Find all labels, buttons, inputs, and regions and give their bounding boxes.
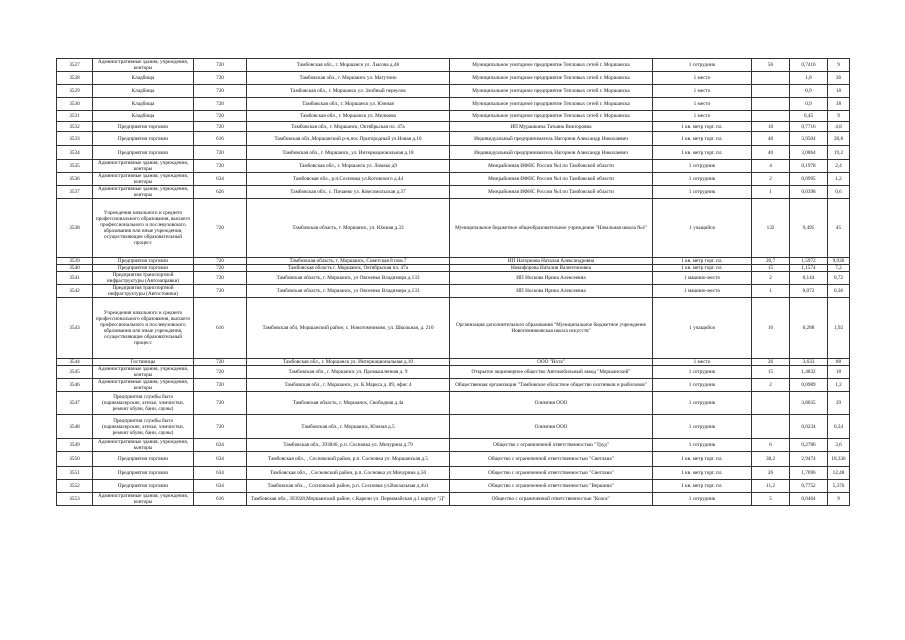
unit-cell: 1 сотрудник: [653, 439, 752, 452]
unit-cell: 1 кв. метр торг. пл.: [653, 480, 752, 493]
code-cell: 720: [194, 98, 247, 111]
object-type-cell: Предприятия службы быта (парикмахерские, ателье, химчистки, ремонт обуви, бани, сауны): [93, 415, 194, 439]
table-row: [57, 379, 850, 392]
object-type-cell: Предприятия торговли: [93, 122, 194, 132]
quantity-cell: 4: [752, 160, 790, 173]
volume-cell: 3,6: [828, 439, 850, 452]
table-row: [57, 439, 850, 452]
code-cell: 720: [194, 285, 247, 298]
volume-cell: 0,72: [828, 272, 850, 285]
quantity-cell: 26: [752, 359, 790, 366]
quantity-cell: 56: [752, 59, 790, 72]
row-number-cell: 3536: [57, 173, 93, 186]
code-cell: 720: [194, 199, 247, 258]
unit-cell: 1 сотрудник: [653, 379, 752, 392]
row-number-cell: 3532: [57, 122, 93, 132]
code-cell: 634: [194, 467, 247, 480]
code-cell: 720: [194, 258, 247, 265]
table-row: [57, 265, 850, 272]
unit-cell: 1 место: [653, 72, 752, 85]
quantity-cell: [752, 415, 790, 439]
volume-cell: 4,8: [828, 122, 850, 132]
unit-cell: 1 сотрудник: [653, 173, 752, 186]
unit-cell: 1 кв. метр торг. пл.: [653, 122, 752, 132]
unit-cell: 1 место: [653, 85, 752, 98]
table-row: [57, 59, 850, 72]
object-type-cell: Кладбища: [93, 111, 194, 122]
organization-cell: ИП Носкова Ирина Алексеевна: [450, 272, 653, 285]
code-cell: 634: [194, 452, 247, 467]
waste-registry-table: [56, 58, 850, 506]
organization-cell: Муниципальное унитарное предприятие Тепловых сетей г. Моршанска: [450, 98, 653, 111]
mass-cell: 1,1574: [790, 265, 828, 272]
row-number-cell: 3550: [57, 452, 93, 467]
address-cell: Тамбовская область, г. Моршанск, ул Овсеенко Владимира д.133: [247, 272, 450, 285]
object-type-cell: Кладбища: [93, 98, 194, 111]
unit-cell: 1 машино-место: [653, 272, 752, 285]
object-type-cell: Предприятия транспортной инфраструктуры (Автозаправки): [93, 272, 194, 285]
address-cell: Тамбовская обл., г. Моршанск, ул. Интернациональная д.18: [247, 146, 450, 160]
address-cell: Тамбовская область, г. Моршанск, ул. Южная д.33: [247, 199, 450, 258]
table-row: [57, 285, 850, 298]
address-cell: Тамбовская обл., 393928,Моршанский район, с.Карели ул. Первомайская д.1 корпус "Д": [247, 493, 450, 506]
mass-cell: 0,9: [790, 98, 828, 111]
unit-cell: 1 сотрудник: [653, 186, 752, 199]
code-cell: 720: [194, 415, 247, 439]
volume-cell: 39: [828, 392, 850, 415]
code-cell: 720: [194, 366, 247, 379]
row-number-cell: 3531: [57, 111, 93, 122]
code-cell: 616: [194, 298, 247, 359]
address-cell: Тамбовская обл., г. Моршанск ул. Милюева: [247, 111, 450, 122]
organization-cell: Общество с ограниченной ответственностью "Светлана": [450, 467, 653, 480]
table-row: [57, 480, 850, 493]
unit-cell: 1 место: [653, 359, 752, 366]
address-cell: Тамбовская обл., г. Моршанск, ул. К.Маркса д. 89, офис 4: [247, 379, 450, 392]
unit-cell: 1 кв. метр торг. пл.: [653, 452, 752, 467]
mass-cell: 0,072: [790, 285, 828, 298]
table-row: [57, 493, 850, 506]
table-row: [57, 199, 850, 258]
code-cell: 720: [194, 72, 247, 85]
volume-cell: 9,936: [828, 258, 850, 265]
quantity-cell: 2: [752, 272, 790, 285]
quantity-cell: 15: [752, 265, 790, 272]
address-cell: Тамбовская область г. Моршанск, Октябрьская пл. 47а: [247, 265, 450, 272]
row-number-cell: 3552: [57, 480, 93, 493]
organization-cell: Межрайонная ИФНС России №4 по Тамбовской области: [450, 173, 653, 186]
row-number-cell: 3542: [57, 285, 93, 298]
registry-sheet: [56, 58, 849, 506]
table-row: [57, 173, 850, 186]
object-type-cell: Предприятия торговли: [93, 132, 194, 146]
row-number-cell: 3548: [57, 415, 93, 439]
volume-cell: 18: [828, 366, 850, 379]
table-row: [57, 160, 850, 173]
row-number-cell: 3540: [57, 265, 93, 272]
address-cell: Тамбовская область, г. Моршанск, Свободная д.4а: [247, 392, 450, 415]
unit-cell: 1 учащийся: [653, 298, 752, 359]
row-number-cell: 3535: [57, 160, 93, 173]
quantity-cell: 15: [752, 366, 790, 379]
quantity-cell: 20,7: [752, 258, 790, 265]
unit-cell: 1 кв. метр торг. пл.: [653, 132, 752, 146]
unit-cell: 1 кв. метр торг. пл.: [653, 258, 752, 265]
address-cell: Тамбовская область, г. Моршанск, ул Овсеенко Владимира д.133: [247, 285, 450, 298]
quantity-cell: 10: [752, 122, 790, 132]
address-cell: Тамбовская обл., г. Моршанск ул. Промышленная д. 9: [247, 366, 450, 379]
organization-cell: Муниципальное унитарное предприятие Тепловых сетей г. Моршанска: [450, 72, 653, 85]
unit-cell: 1 кв. метр торг. пл.: [653, 265, 752, 272]
volume-cell: 36: [828, 72, 850, 85]
volume-cell: 9: [828, 111, 850, 122]
mass-cell: 0,1978: [790, 160, 828, 173]
organization-cell: ИП Мурашкина Татьяна Викторовна: [450, 122, 653, 132]
volume-cell: 28,8: [828, 132, 850, 146]
mass-cell: 0,0989: [790, 379, 828, 392]
volume-cell: 9: [828, 493, 850, 506]
quantity-cell: 5: [752, 493, 790, 506]
volume-cell: 7,2: [828, 265, 850, 272]
mass-cell: 0,45: [790, 111, 828, 122]
row-number-cell: 3527: [57, 59, 93, 72]
address-cell: Тамбовская обл., с. Пичаево ул. Комсомольская д.37: [247, 186, 450, 199]
unit-cell: 1 сотрудник: [653, 366, 752, 379]
table-row: [57, 467, 850, 480]
mass-cell: 0,0464: [790, 493, 828, 506]
organization-cell: ИП Нагорнова Наталья Александровна: [450, 258, 653, 265]
code-cell: 634: [194, 439, 247, 452]
organization-cell: Муниципальное унитарное предприятие Тепловых сетей г. Моршанска: [450, 59, 653, 72]
address-cell: Тамбовская обл., , Сосновский район, р.п. Сосновка ул. Моршанская д.5: [247, 452, 450, 467]
organization-cell: Общество с ограниченной ответственностью "Вершина": [450, 480, 653, 493]
object-type-cell: Административные здания, учреждения, конторы: [93, 379, 194, 392]
organization-cell: Общественная организация "Тамбовское областное общество охотников и рыболовов": [450, 379, 653, 392]
object-type-cell: Административные здания, учреждения, конторы: [93, 173, 194, 186]
address-cell: Тамбовская обл., г. Моршанск ул. Матутино: [247, 72, 450, 85]
mass-cell: 3,0864: [790, 146, 828, 160]
code-cell: 720: [194, 392, 247, 415]
row-number-cell: 3543: [57, 298, 93, 359]
unit-cell: 1 учащийся: [653, 199, 752, 258]
table-row: [57, 186, 850, 199]
row-number-cell: 3534: [57, 146, 93, 160]
mass-cell: 9,495: [790, 199, 828, 258]
quantity-cell: [752, 72, 790, 85]
code-cell: 720: [194, 379, 247, 392]
object-type-cell: Предприятия торговли: [93, 452, 194, 467]
row-number-cell: 3538: [57, 199, 93, 258]
quantity-cell: 38,2: [752, 452, 790, 467]
organization-cell: Общество с ограниченной ответственностью "Колос": [450, 493, 653, 506]
volume-cell: 0,6: [828, 186, 850, 199]
row-number-cell: 3553: [57, 493, 93, 506]
unit-cell: 1 кв. метр торг. пл.: [653, 146, 752, 160]
unit-cell: 1 место: [653, 111, 752, 122]
mass-cell: 1,8: [790, 72, 828, 85]
object-type-cell: Административные здания, учреждения, конторы: [93, 366, 194, 379]
organization-cell: Общество с ограниченной ответственностью "Труд": [450, 439, 653, 452]
volume-cell: 2,4: [828, 160, 850, 173]
unit-cell: 1 сотрудник: [653, 415, 752, 439]
table-row: [57, 415, 850, 439]
row-number-cell: 3547: [57, 392, 93, 415]
mass-cell: 0,7752: [790, 480, 828, 493]
object-type-cell: Административные здания, учреждения, конторы: [93, 493, 194, 506]
organization-cell: ИП Носкова Ирина Алексеевна: [450, 285, 653, 298]
unit-cell: 1 сотрудник: [653, 59, 752, 72]
code-cell: 720: [194, 359, 247, 366]
organization-cell: Межрайонная ИФНС России №4 по Тамбовской области: [450, 186, 653, 199]
object-type-cell: Учреждения начального и среднего профессионального образования, высшего профессионального и послевузовского образования или иные учреждения, осуществляющие образовательный процесс: [93, 199, 194, 258]
unit-cell: 1 сотрудник: [653, 392, 752, 415]
volume-cell: 12,48: [828, 467, 850, 480]
table-row: [57, 111, 850, 122]
code-cell: 720: [194, 146, 247, 160]
code-cell: 634: [194, 480, 247, 493]
mass-cell: 0,0995: [790, 173, 828, 186]
address-cell: Тамбовская обл., г. Моршанск, Южная д.5: [247, 415, 450, 439]
table-row: [57, 359, 850, 366]
object-type-cell: Предприятия торговли: [93, 480, 194, 493]
mass-cell: 1,7696: [790, 467, 828, 480]
object-type-cell: Учреждения начального и среднего профессионального образования, высшего профессионального и послевузовского образования или иные учреждения, осуществляющие образовательный процесс: [93, 298, 194, 359]
code-cell: 616: [194, 132, 247, 146]
address-cell: Тамбовская обл., , Сосновский район, р.п. Сосновка ул.Мичурина д.50: [247, 467, 450, 480]
volume-cell: 18,336: [828, 452, 850, 467]
organization-cell: Межрайонная ИФНС России №4 по Тамбовской области: [450, 160, 653, 173]
table-row: [57, 72, 850, 85]
row-number-cell: 3544: [57, 359, 93, 366]
row-number-cell: 3541: [57, 272, 93, 285]
object-type-cell: Предприятия службы быта (парикмахерские, ателье, химчистки, ремонт обуви, бани, сауны): [93, 392, 194, 415]
volume-cell: 19,2: [828, 146, 850, 160]
volume-cell: 1,2: [828, 379, 850, 392]
mass-cell: 3,633: [790, 359, 828, 366]
organization-cell: Олимпия ООО: [450, 392, 653, 415]
object-type-cell: Административные здания, учреждения, конторы: [93, 186, 194, 199]
code-cell: 720: [194, 265, 247, 272]
address-cell: Тамбовская обл., , Сосновский район, р.п. Сосновка ул.Вокзальная д.4ч1: [247, 480, 450, 493]
address-cell: Тамбовская обл., г. Моршанск ул. Южная: [247, 98, 450, 111]
organization-cell: Открытое акционерное общество Автомобильный завод "Моршанский": [450, 366, 653, 379]
mass-cell: 3,8035: [790, 392, 828, 415]
code-cell: 720: [194, 122, 247, 132]
code-cell: 720: [194, 160, 247, 173]
table-row: [57, 146, 850, 160]
mass-cell: 0,7416: [790, 59, 828, 72]
row-number-cell: 3537: [57, 186, 93, 199]
row-number-cell: 3545: [57, 366, 93, 379]
volume-cell: 45: [828, 199, 850, 258]
volume-cell: 0,24: [828, 415, 850, 439]
quantity-cell: 16: [752, 298, 790, 359]
organization-cell: ООО "Нота": [450, 359, 653, 366]
unit-cell: 1 место: [653, 98, 752, 111]
organization-cell: Организация дополнительного образования "Муниципальное бюджетное учреждение Новотомниковская школа искусств": [450, 298, 653, 359]
code-cell: 720: [194, 111, 247, 122]
mass-cell: 0,7716: [790, 122, 828, 132]
address-cell: Тамбовская обл., г. Моршанск ул. Интернациональная д.10: [247, 359, 450, 366]
object-type-cell: Гостиницы: [93, 359, 194, 366]
unit-cell: 1 сотрудник: [653, 160, 752, 173]
address-cell: Тамбовская обл., р.п.Сосновка ул.Котовского д.44: [247, 173, 450, 186]
address-cell: Тамбовская обл, Моршанский район, с. Новотомниково, ул. Школьная, д. 210: [247, 298, 450, 359]
volume-cell: 88: [828, 359, 850, 366]
mass-cell: 1,5972: [790, 258, 828, 265]
mass-cell: 3,9504: [790, 132, 828, 146]
object-type-cell: Предприятия торговли: [93, 146, 194, 160]
organization-cell: Индивидуальный предприниматель Нагорнов Александр Николаевич: [450, 132, 653, 146]
code-cell: 720: [194, 272, 247, 285]
mass-cell: 0,144: [790, 272, 828, 285]
organization-cell: Муниципальное унитарное предприятие Тепловых сетей г. Моршанска: [450, 85, 653, 98]
volume-cell: 1,92: [828, 298, 850, 359]
row-number-cell: 3533: [57, 132, 93, 146]
volume-cell: 18: [828, 85, 850, 98]
row-number-cell: 3549: [57, 439, 93, 452]
address-cell: Тамбовская обл., 393840, р.п. Сосновка ул. Мичурина д.79: [247, 439, 450, 452]
volume-cell: 1,2: [828, 173, 850, 186]
unit-cell: 1 кв. метр торг. пл.: [653, 467, 752, 480]
quantity-cell: 6: [752, 439, 790, 452]
organization-cell: Муниципальное унитарное предприятие Тепловых сетей г. Моршанска: [450, 111, 653, 122]
organization-cell: Общество с ограниченной ответственностью "Светлана": [450, 452, 653, 467]
row-number-cell: 3528: [57, 72, 93, 85]
quantity-cell: 40: [752, 132, 790, 146]
object-type-cell: Предприятия торговли: [93, 258, 194, 265]
quantity-cell: 1: [752, 186, 790, 199]
object-type-cell: Административные здания, учреждения, конторы: [93, 160, 194, 173]
object-type-cell: Предприятия транспортной инфраструктуры (Автостоянки): [93, 285, 194, 298]
address-cell: Тамбовская обл.,Моршанский р-н,пос.Пригородный ул.Новая д.10: [247, 132, 450, 146]
quantity-cell: [752, 392, 790, 415]
mass-cell: 0,0234: [790, 415, 828, 439]
quantity-cell: 2: [752, 173, 790, 186]
organization-cell: Олимпия ООО: [450, 415, 653, 439]
organization-cell: Индивидуальный предприниматель Нагорнов Александр Николаевич: [450, 146, 653, 160]
object-type-cell: Кладбища: [93, 85, 194, 98]
quantity-cell: [752, 98, 790, 111]
mass-cell: 0,0398: [790, 186, 828, 199]
mass-cell: 0,2786: [790, 439, 828, 452]
object-type-cell: Административные здания, учреждения, конторы: [93, 439, 194, 452]
volume-cell: 5,376: [828, 480, 850, 493]
code-cell: 720: [194, 59, 247, 72]
code-cell: 720: [194, 85, 247, 98]
row-number-cell: 3529: [57, 85, 93, 98]
organization-cell: Никифорова Наталия Валентиновна: [450, 265, 653, 272]
quantity-cell: 26: [752, 467, 790, 480]
table-row: [57, 258, 850, 265]
mass-cell: 0,9: [790, 85, 828, 98]
quantity-cell: 40: [752, 146, 790, 160]
row-number-cell: 3539: [57, 258, 93, 265]
row-number-cell: 3530: [57, 98, 93, 111]
table-row: [57, 392, 850, 415]
volume-cell: 9: [828, 59, 850, 72]
quantity-cell: [752, 85, 790, 98]
row-number-cell: 3546: [57, 379, 93, 392]
mass-cell: 2,9474: [790, 452, 828, 467]
quantity-cell: 132: [752, 199, 790, 258]
code-cell: 616: [194, 493, 247, 506]
address-cell: Тамбовская обл., г. Моршанск ул. Лысова д.48: [247, 59, 450, 72]
table-row: [57, 122, 850, 132]
row-number-cell: 3551: [57, 467, 93, 480]
code-cell: 634: [194, 173, 247, 186]
object-type-cell: Административные здания, учреждения, конторы: [93, 59, 194, 72]
code-cell: 626: [194, 186, 247, 199]
object-type-cell: Кладбища: [93, 72, 194, 85]
object-type-cell: Предприятия торговли: [93, 467, 194, 480]
volume-cell: 0,36: [828, 285, 850, 298]
table-row: [57, 298, 850, 359]
address-cell: Тамбовская обл., г. Моршанск, Октябрьская пл. 47а: [247, 122, 450, 132]
address-cell: Тамбовская обл., г. Моршанск ул. Злобный переулок: [247, 85, 450, 98]
table-row: [57, 272, 850, 285]
mass-cell: 1,4832: [790, 366, 828, 379]
address-cell: Тамбовская обл., г. Моршанск ул. Ломако д9: [247, 160, 450, 173]
table-row: [57, 452, 850, 467]
volume-cell: 18: [828, 98, 850, 111]
mass-cell: 0,288: [790, 298, 828, 359]
quantity-cell: [752, 111, 790, 122]
organization-cell: Муниципальное бюджетное общеобразовательное учреждение "Начальная школа №4": [450, 199, 653, 258]
quantity-cell: 11,2: [752, 480, 790, 493]
unit-cell: 1 сотрудник: [653, 493, 752, 506]
address-cell: Тамбовская область, г. Моршанск, Советская 8 пом.7: [247, 258, 450, 265]
quantity-cell: 2: [752, 379, 790, 392]
table-row: [57, 85, 850, 98]
unit-cell: 1 машино-место: [653, 285, 752, 298]
table-row: [57, 366, 850, 379]
table-row: [57, 132, 850, 146]
table-row: [57, 98, 850, 111]
quantity-cell: 1: [752, 285, 790, 298]
object-type-cell: Предприятия торговли: [93, 265, 194, 272]
